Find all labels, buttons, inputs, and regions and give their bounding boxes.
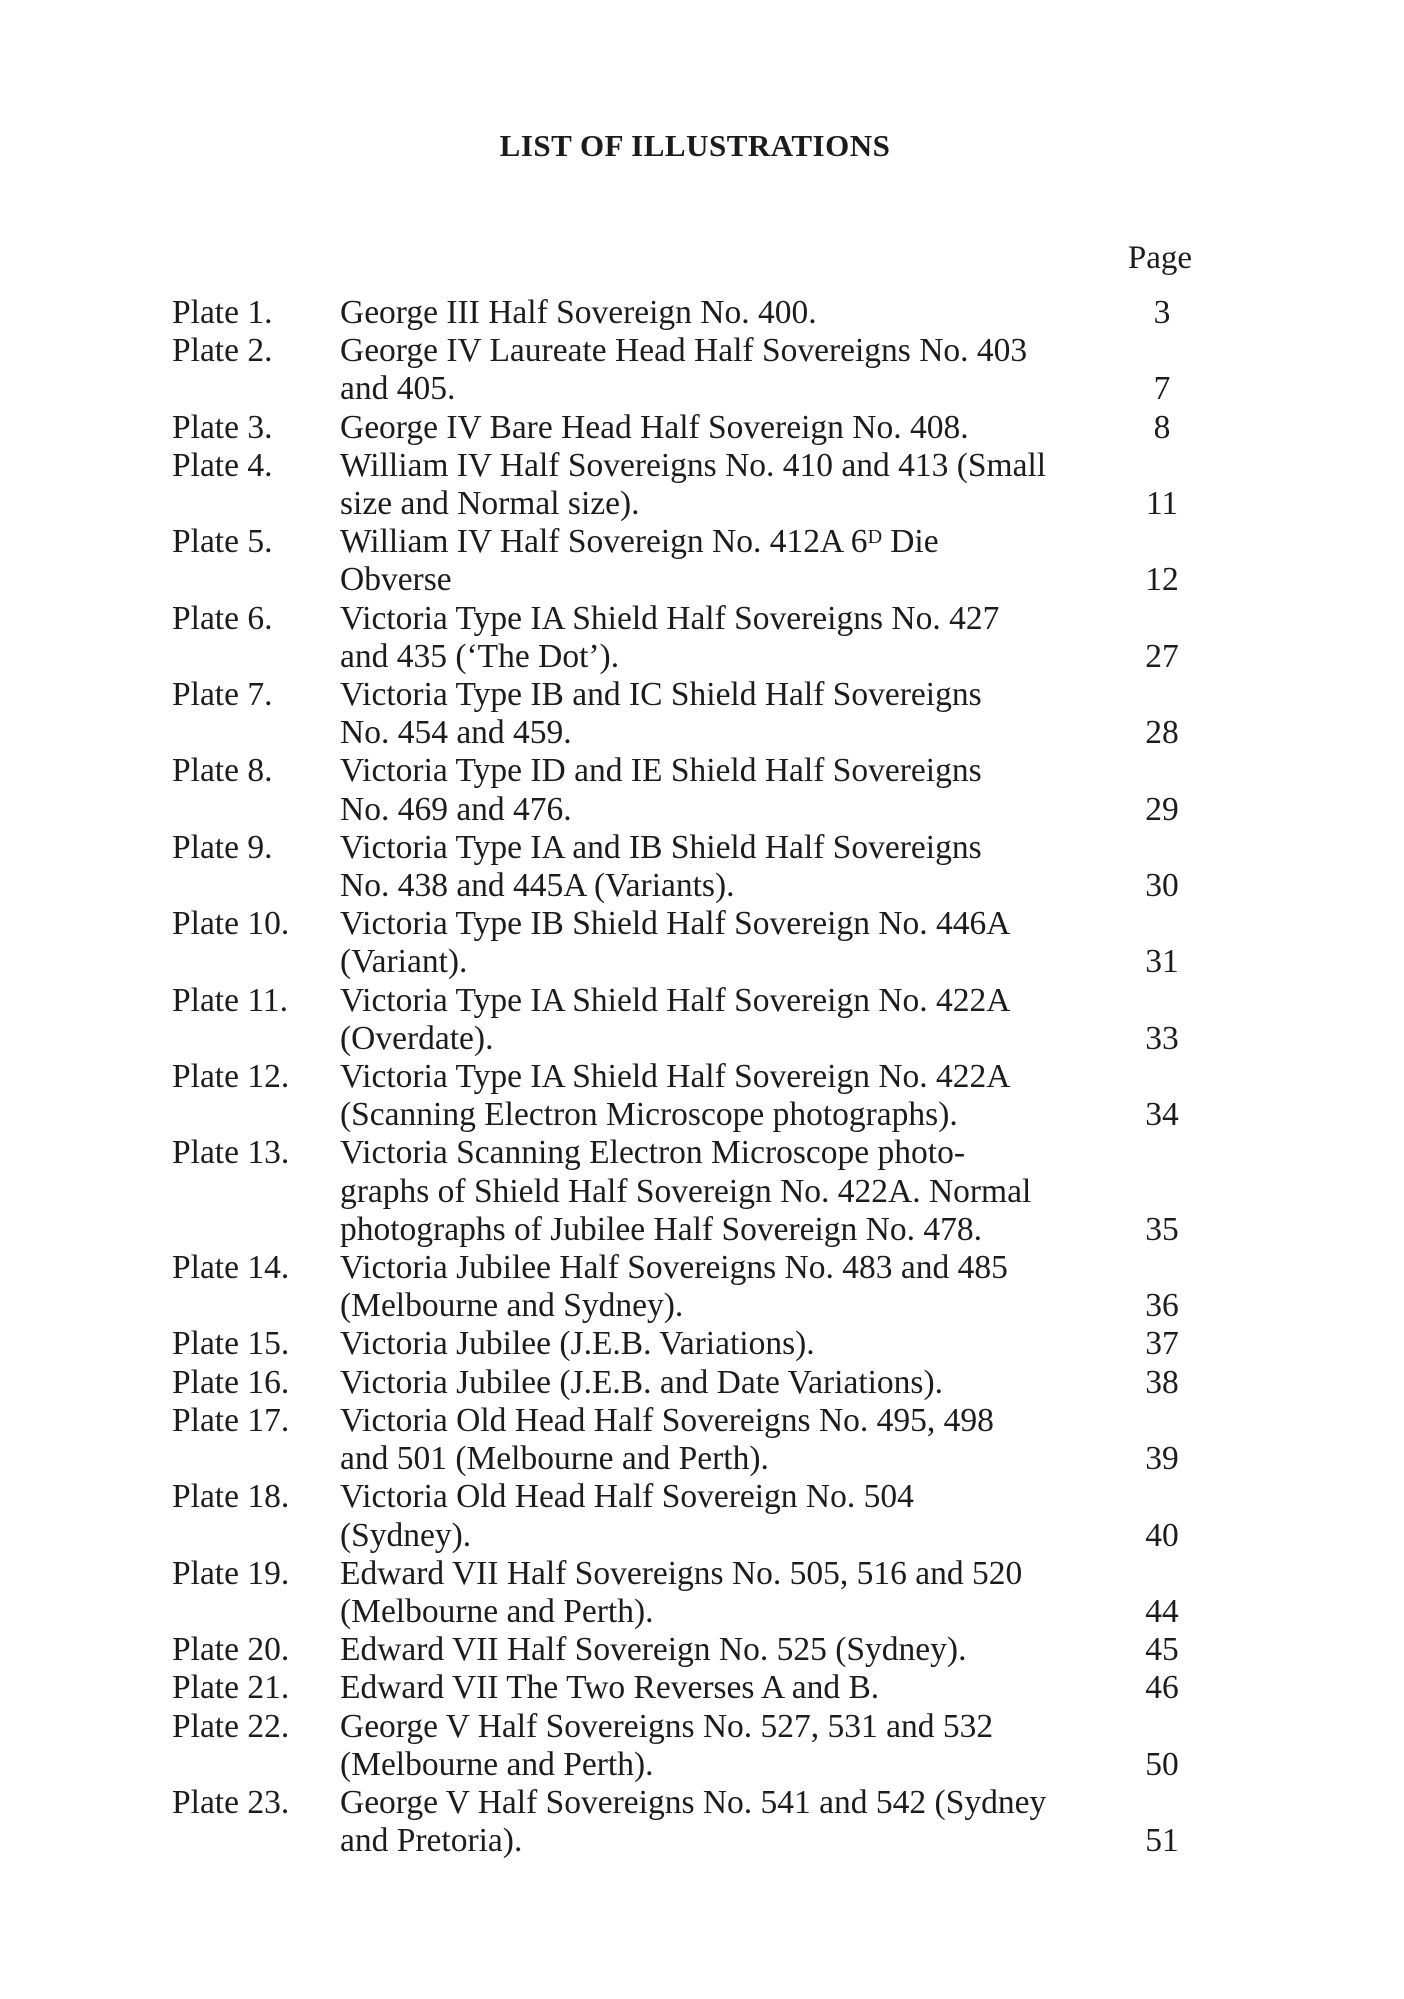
plate-number: Plate 5. [172, 523, 273, 561]
page-number: 44 [1145, 1592, 1179, 1630]
illustration-entry [172, 1784, 1232, 1860]
illustration-entry [172, 905, 1232, 981]
page-number: 35 [1145, 1210, 1179, 1248]
description-line: George III Half Sovereign No. 400. [340, 294, 817, 331]
page-number: 45 [1145, 1631, 1179, 1669]
description-line: Edward VII The Two Reverses A and B. [340, 1669, 880, 1707]
page-number: 37 [1145, 1325, 1179, 1363]
plate-number: Plate 13. [172, 1134, 290, 1172]
plate-number: Plate 1. [172, 294, 273, 331]
description-line: (Variant). [340, 943, 468, 981]
page-number: 3 [1153, 294, 1171, 331]
page-number: 28 [1145, 714, 1179, 752]
page-number: 39 [1145, 1440, 1179, 1478]
description-line: Victoria Type IB Shield Half Sovereign No. 446A [340, 905, 1011, 943]
illustration-entry [172, 409, 1232, 447]
plate-description [340, 1708, 1120, 1784]
plate-number: Plate 19. [172, 1554, 290, 1592]
plate-description [340, 676, 1120, 752]
description-line: Victoria Type IB and IC Shield Half Sovereigns [340, 676, 982, 714]
illustration-entry [172, 1134, 1232, 1249]
plate-description [340, 447, 1120, 523]
illustration-entry [172, 600, 1232, 676]
description-line: William IV Half Sovereigns No. 410 and 413 (Small [340, 446, 1047, 484]
illustration-entry [172, 1402, 1232, 1478]
illustration-entry [172, 1708, 1232, 1784]
plate-description [340, 523, 1120, 599]
plate-description [340, 409, 1120, 447]
illustration-entry [172, 1249, 1232, 1325]
description-line: and 435 (‘The Dot’). [340, 637, 620, 675]
description-line: (Melbourne and Sydney). [340, 1287, 684, 1325]
page-number: 31 [1145, 943, 1179, 981]
description-line: No. 469 and 476. [340, 790, 572, 828]
plate-description [340, 1784, 1120, 1860]
description-line: No. 454 and 459. [340, 714, 572, 752]
description-line: Victoria Type ID and IE Shield Half Sovereigns [340, 752, 982, 790]
plate-number: Plate 22. [172, 1707, 290, 1745]
plate-description [340, 600, 1120, 676]
illustration-entry [172, 332, 1232, 408]
illustration-entry [172, 1478, 1232, 1554]
plate-number: Plate 11. [172, 981, 288, 1019]
page-number: 36 [1145, 1287, 1179, 1325]
illustration-entry [172, 1631, 1232, 1669]
description-line: George IV Bare Head Half Sovereign No. 408. [340, 408, 969, 446]
plate-description [340, 829, 1120, 905]
description-line: (Scanning Electron Microscope photographs). [340, 1096, 958, 1134]
page-number: 11 [1145, 485, 1179, 523]
illustration-entry [172, 294, 1232, 332]
plate-description [340, 332, 1120, 408]
plate-description [340, 1478, 1120, 1554]
plate-number: Plate 7. [172, 676, 273, 714]
plate-description [340, 1555, 1120, 1631]
illustration-entry [172, 676, 1232, 752]
plate-description [340, 1134, 1120, 1249]
plate-number: Plate 9. [172, 828, 273, 866]
page-number: 12 [1145, 561, 1179, 599]
plate-description [340, 752, 1120, 828]
page-number: 38 [1145, 1363, 1179, 1401]
page-number: 8 [1153, 408, 1171, 446]
page-number: 30 [1145, 867, 1179, 905]
page-number: 33 [1145, 1019, 1179, 1057]
description-line: George V Half Sovereigns No. 541 and 542 (Sydney [340, 1783, 1047, 1821]
illustration-entry [172, 1325, 1232, 1363]
description-line: (Overdate). [340, 1019, 494, 1057]
description-line: size and Normal size). [340, 485, 640, 523]
page-number: 27 [1145, 637, 1179, 675]
plate-number: Plate 10. [172, 905, 290, 943]
illustration-entry [172, 829, 1232, 905]
page-number: 34 [1145, 1096, 1179, 1134]
plate-description [340, 1364, 1120, 1402]
description-line: Victoria Jubilee Half Sovereigns No. 483 and 485 [340, 1249, 1008, 1287]
description-line: Victoria Old Head Half Sovereigns No. 495, 498 [340, 1401, 994, 1439]
illustration-entry [172, 982, 1232, 1058]
plate-description [340, 1249, 1120, 1325]
description-line: Obverse [340, 561, 452, 599]
plate-number: Plate 23. [172, 1783, 290, 1821]
plate-number: Plate 17. [172, 1401, 290, 1439]
description-line: George IV Laureate Head Half Sovereigns No. 403 [340, 332, 1028, 370]
plate-number: Plate 18. [172, 1478, 290, 1516]
page-number: 51 [1145, 1822, 1179, 1860]
plate-number: Plate 12. [172, 1058, 290, 1096]
plate-description [340, 1631, 1120, 1669]
description-line: Victoria Scanning Electron Microscope photo- [340, 1134, 966, 1172]
illustration-entry [172, 1058, 1232, 1134]
illustration-entry [172, 1364, 1232, 1402]
description-line: and 501 (Melbourne and Perth). [340, 1440, 769, 1478]
plate-description [340, 1669, 1120, 1707]
plate-number: Plate 16. [172, 1363, 290, 1401]
description-line: No. 438 and 445A (Variants). [340, 867, 735, 905]
plate-description [340, 982, 1120, 1058]
plate-number: Plate 4. [172, 446, 273, 484]
description-line: (Melbourne and Perth). [340, 1592, 654, 1630]
plate-number: Plate 21. [172, 1669, 290, 1707]
plate-number: Plate 8. [172, 752, 273, 790]
plate-description [340, 905, 1120, 981]
plate-number: Plate 2. [172, 332, 273, 370]
illustration-entry [172, 447, 1232, 523]
description-line: Victoria Type IA Shield Half Sovereigns No. 427 [340, 599, 1000, 637]
page-column-header: Page [1127, 240, 1193, 276]
description-line: Victoria Type IA and IB Shield Half Sovereigns [340, 828, 982, 866]
plate-number: Plate 20. [172, 1631, 290, 1669]
plate-description [340, 1058, 1120, 1134]
description-line: George V Half Sovereigns No. 527, 531 and 532 [340, 1707, 994, 1745]
description-line: Edward VII Half Sovereign No. 525 (Sydney). [340, 1631, 967, 1669]
plate-number: Plate 3. [172, 408, 273, 446]
page-number: 40 [1145, 1516, 1179, 1554]
page-number: 50 [1145, 1745, 1179, 1783]
description-line: Victoria Old Head Half Sovereign No. 504 [340, 1478, 914, 1516]
description-line: Victoria Type IA Shield Half Sovereign No. 422A [340, 1058, 1011, 1096]
page-number: 7 [1153, 370, 1171, 408]
illustration-entry [172, 523, 1232, 599]
page-number: 46 [1145, 1669, 1179, 1707]
plate-description [340, 1325, 1120, 1363]
page-title: LIST OF ILLUSTRATIONS [499, 128, 891, 163]
plate-number: Plate 6. [172, 599, 273, 637]
illustration-entry [172, 1555, 1232, 1631]
illustration-entry [172, 1669, 1232, 1707]
description-line: Victoria Jubilee (J.E.B. Variations). [340, 1325, 815, 1363]
illustration-list [172, 294, 1232, 1860]
description-line: William IV Half Sovereign No. 412A 6ᴰ Die [340, 523, 939, 561]
description-line: (Melbourne and Perth). [340, 1745, 654, 1783]
plate-description [340, 294, 1120, 332]
description-line: Victoria Jubilee (J.E.B. and Date Variations). [340, 1363, 943, 1401]
plate-description [340, 1402, 1120, 1478]
description-line: photographs of Jubilee Half Sovereign No. 478. [340, 1210, 982, 1248]
plate-number: Plate 14. [172, 1249, 290, 1287]
description-line: and 405. [340, 370, 456, 408]
illustration-entry [172, 752, 1232, 828]
description-line: and Pretoria). [340, 1822, 523, 1860]
plate-number: Plate 15. [172, 1325, 290, 1363]
page-number: 29 [1145, 790, 1179, 828]
description-line: Victoria Type IA Shield Half Sovereign No. 422A [340, 981, 1011, 1019]
description-line: graphs of Shield Half Sovereign No. 422A. Normal [340, 1172, 1032, 1210]
description-line: Edward VII Half Sovereigns No. 505, 516 and 520 [340, 1554, 1023, 1592]
description-line: (Sydney). [340, 1516, 472, 1554]
